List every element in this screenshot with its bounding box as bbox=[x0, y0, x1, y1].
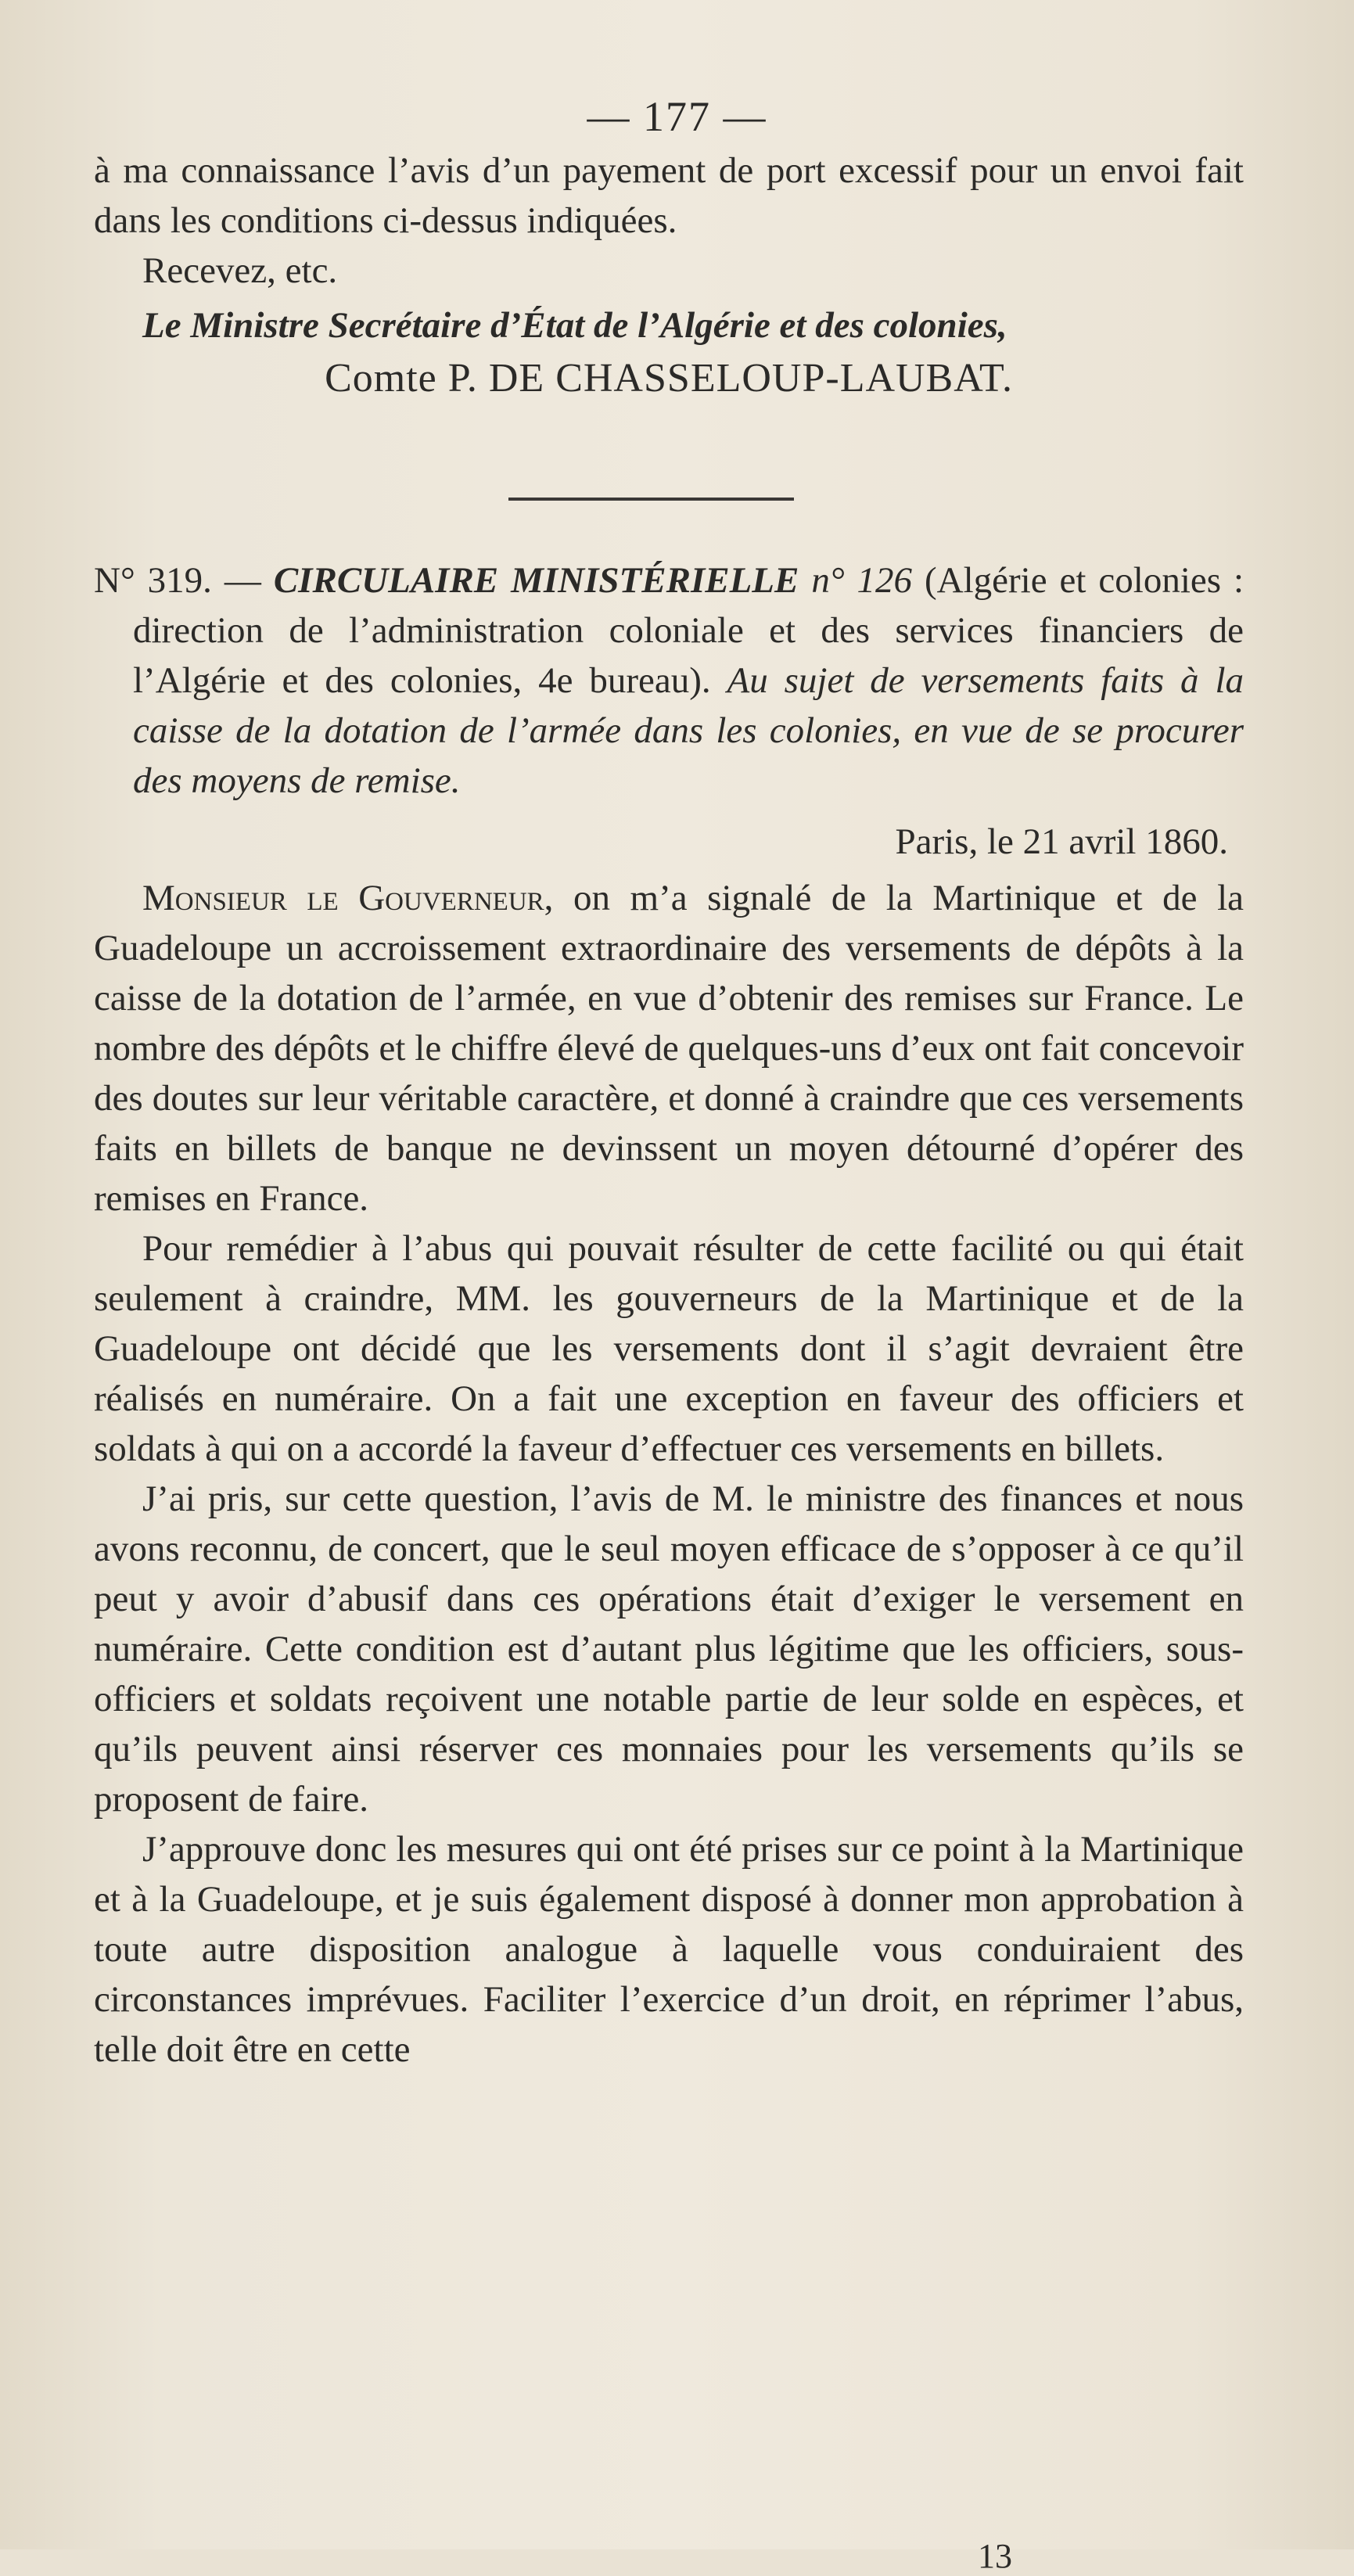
page-number: — 177 — bbox=[587, 93, 767, 140]
circular-title: CIRCULAIRE MINISTÉRIELLE bbox=[273, 560, 799, 601]
circular-subject: Au sujet de versements faits à la caisse de la dotation de l’armée dans les colonies, en vue de se procurer des moyens de remise. bbox=[133, 660, 1244, 801]
paragraph-4: J’approuve donc les mesures qui ont été prises sur ce point à la Martinique et à la Guadeloupe, et je suis également disposé à donner mon approbation à toute autre disposition analogue à laquelle vous conduiraient des circonstances imprévues. Faciliter l’exercice d’un droit, en réprimer l’abus, telle doit être en cette bbox=[94, 1829, 1244, 2070]
circular-heading bbox=[94, 555, 1244, 806]
signature-mark: 13 bbox=[978, 2537, 1012, 2575]
circular bbox=[94, 555, 1244, 2075]
paragraph-2: Pour remédier à l’abus qui pouvait résulter de cette facilité ou qui était seulement à craindre, MM. les gouverneurs de la Martinique et de la Guadeloupe ont décidé que les versements dont il s’agit devraient être réalisés en numéraire. On a fait une exception en faveur des officiers et soldats à qui on a accordé la faveur d’effectuer ces versements en billets. bbox=[94, 1228, 1244, 1469]
letter-continuation: à ma connaissance l’avis d’un payement de port excessif pour un envoi fait dans les conditions ci-dessus indiquées. bbox=[94, 150, 1244, 241]
paragraph-3: J’ai pris, sur cette question, l’avis de M. le ministre des finances et nous avons reconnu, de concert, que le seul moyen efficace de s’opposer à ce qu’il peut y avoir d’abusif dans ces opérations était d’exiger le versement en numéraire. Cette condition est d’autant plus légitime que les officiers, sous-officiers et soldats reçoivent une notable partie de leur solde en espèces, et qu’ils peuvent ainsi réserver ces monnaies pour les versements qu’ils se proposent de faire. bbox=[94, 1478, 1244, 1820]
place-date: Paris, le 21 avril 1860. bbox=[895, 821, 1228, 862]
salutation: Monsieur le Gouverneur, bbox=[142, 878, 554, 918]
circular-direction: (Algérie et colonies : direction de l’administration coloniale et des services financiers de l’Algérie et des colonies, 4e bureau). bbox=[133, 560, 1244, 701]
letter-end bbox=[94, 146, 1244, 404]
section-divider bbox=[508, 498, 794, 501]
paragraph-1-text: on m’a signalé de la Martinique et de la Guadeloupe un accroissement extraordinaire des versements de dépôts à la caisse de la dotation de l’armée, en vue d’obtenir des remises sur France. Le nombre des dépôts et le chiffre élevé de quelques-uns d’eux ont fait concevoir des doutes sur leur véritable caractère, et donné à craindre que ces versements faits en billets de banque ne devinssent un moyen détourné d’opérer des remises en France. bbox=[94, 878, 1244, 1219]
circular-number: N° 319. — bbox=[94, 560, 261, 601]
letter-closing: Recevez, etc. bbox=[142, 250, 338, 291]
paragraph-1 bbox=[94, 873, 1244, 1223]
signature-title: Le Ministre Secrétaire d’État de l’Algérie et des colonies, bbox=[142, 305, 1007, 346]
circular-title-number: n° 126 bbox=[811, 560, 913, 601]
signature-name: Comte P. DE CHASSELOUP-LAUBAT. bbox=[325, 356, 1013, 401]
